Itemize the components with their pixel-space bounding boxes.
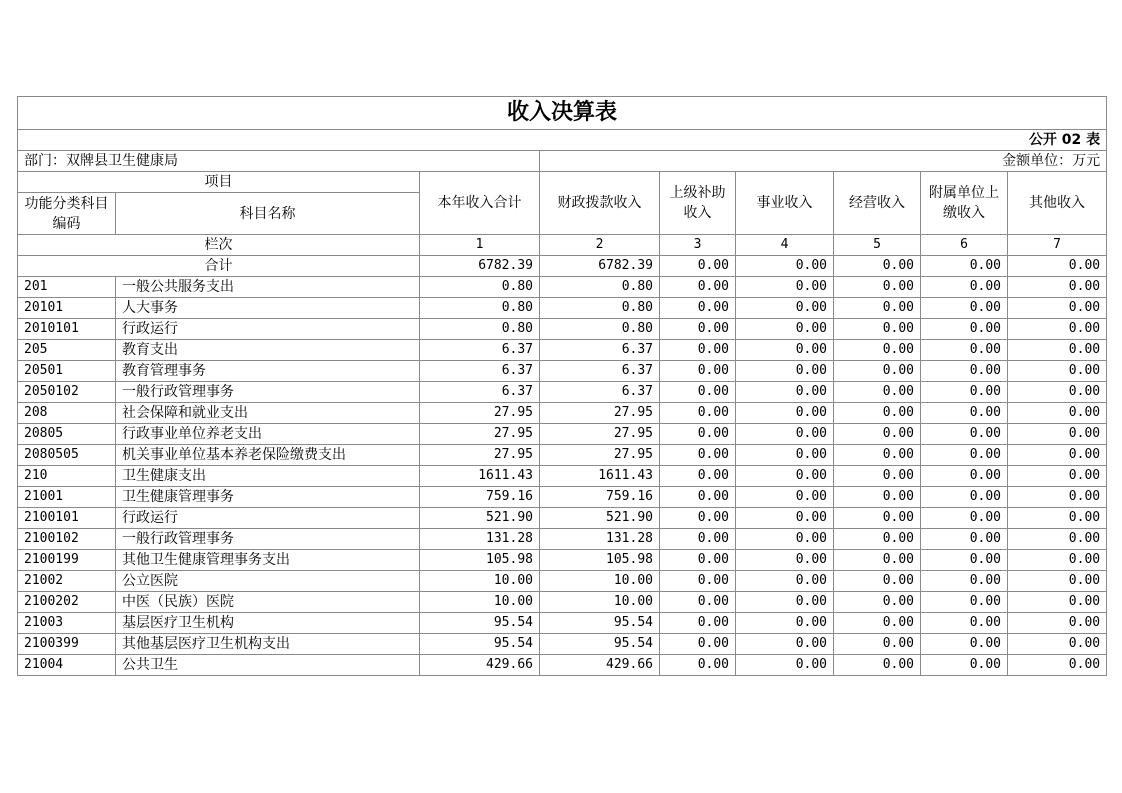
subject-name: 卫生健康支出	[116, 466, 420, 487]
amount-cell: 0.00	[1008, 508, 1107, 529]
amount-cell: 0.00	[1008, 655, 1107, 676]
amount-cell: 27.95	[420, 403, 540, 424]
amount-cell: 105.98	[420, 550, 540, 571]
amount-cell: 0.00	[834, 529, 921, 550]
amount-cell: 27.95	[420, 424, 540, 445]
amount-cell: 0.00	[660, 529, 736, 550]
subject-code: 2100199	[18, 550, 116, 571]
amount-cell: 0.00	[660, 277, 736, 298]
column-number: 5	[834, 235, 921, 256]
amount-cell: 0.00	[921, 592, 1008, 613]
amount-cell: 95.54	[420, 613, 540, 634]
amount-cell: 0.00	[834, 592, 921, 613]
amount-cell: 429.66	[420, 655, 540, 676]
amount-cell: 0.00	[1008, 403, 1107, 424]
total-value: 0.00	[736, 256, 834, 277]
amount-cell: 0.00	[736, 403, 834, 424]
amount-cell: 95.54	[420, 634, 540, 655]
amount-cell: 0.00	[921, 382, 1008, 403]
form-no-row	[18, 130, 1107, 151]
subject-code: 2010101	[18, 319, 116, 340]
amount-cell: 0.00	[834, 550, 921, 571]
amount-cell: 0.00	[921, 550, 1008, 571]
column-number-label: 栏次	[18, 235, 420, 256]
header-col-1: 本年收入合计	[420, 172, 540, 235]
amount-cell: 0.00	[834, 613, 921, 634]
amount-cell: 131.28	[420, 529, 540, 550]
amount-cell: 0.00	[1008, 382, 1107, 403]
amount-cell: 6.37	[420, 340, 540, 361]
amount-cell: 0.00	[834, 361, 921, 382]
subject-code: 208	[18, 403, 116, 424]
table-row	[18, 340, 1107, 361]
total-value: 0.00	[660, 256, 736, 277]
amount-cell: 0.00	[660, 340, 736, 361]
amount-cell: 0.00	[1008, 550, 1107, 571]
amount-cell: 429.66	[540, 655, 660, 676]
column-number: 1	[420, 235, 540, 256]
amount-cell: 0.80	[420, 298, 540, 319]
subject-name: 公共卫生	[116, 655, 420, 676]
subject-code: 2100101	[18, 508, 116, 529]
amount-cell: 0.00	[660, 508, 736, 529]
amount-cell: 1611.43	[420, 466, 540, 487]
subject-name: 其他卫生健康管理事务支出	[116, 550, 420, 571]
amount-cell: 0.00	[660, 424, 736, 445]
amount-cell: 0.00	[834, 655, 921, 676]
subject-code: 21004	[18, 655, 116, 676]
subject-name: 一般行政管理事务	[116, 382, 420, 403]
amount-cell: 0.00	[660, 487, 736, 508]
amount-cell: 0.80	[420, 319, 540, 340]
amount-cell: 0.00	[921, 319, 1008, 340]
table-title: 收入决算表	[18, 97, 1107, 130]
amount-cell: 0.00	[660, 571, 736, 592]
amount-cell: 0.00	[736, 445, 834, 466]
amount-cell: 0.00	[736, 340, 834, 361]
subject-name: 教育管理事务	[116, 361, 420, 382]
amount-cell: 759.16	[540, 487, 660, 508]
column-number: 4	[736, 235, 834, 256]
amount-cell: 27.95	[420, 445, 540, 466]
amount-cell: 0.00	[921, 361, 1008, 382]
amount-cell: 0.00	[1008, 340, 1107, 361]
column-number: 2	[540, 235, 660, 256]
amount-cell: 0.00	[736, 634, 834, 655]
amount-cell: 0.80	[420, 277, 540, 298]
total-value: 0.00	[921, 256, 1008, 277]
table-row	[18, 571, 1107, 592]
amount-cell: 0.00	[1008, 445, 1107, 466]
amount-cell: 0.00	[736, 613, 834, 634]
amount-cell: 0.00	[921, 634, 1008, 655]
amount-cell: 95.54	[540, 613, 660, 634]
table-row	[18, 445, 1107, 466]
subject-code: 2100202	[18, 592, 116, 613]
amount-cell: 0.00	[736, 298, 834, 319]
total-label: 合计	[18, 256, 420, 277]
amount-cell: 0.00	[1008, 529, 1107, 550]
amount-cell: 0.00	[921, 277, 1008, 298]
amount-cell: 0.00	[921, 487, 1008, 508]
subject-name: 其他基层医疗卫生机构支出	[116, 634, 420, 655]
amount-cell: 759.16	[420, 487, 540, 508]
total-value: 0.00	[834, 256, 921, 277]
amount-cell: 6.37	[540, 382, 660, 403]
amount-cell: 1611.43	[540, 466, 660, 487]
amount-cell: 0.00	[1008, 424, 1107, 445]
amount-cell: 0.00	[736, 655, 834, 676]
subject-code: 210	[18, 466, 116, 487]
amount-cell: 0.00	[921, 298, 1008, 319]
amount-cell: 0.00	[834, 466, 921, 487]
amount-cell: 0.00	[834, 403, 921, 424]
amount-cell: 0.00	[660, 466, 736, 487]
table-row	[18, 655, 1107, 676]
amount-cell: 0.00	[921, 613, 1008, 634]
amount-cell: 27.95	[540, 445, 660, 466]
meta-row	[18, 151, 1107, 172]
table-row	[18, 529, 1107, 550]
subject-name: 行政运行	[116, 319, 420, 340]
subject-code: 205	[18, 340, 116, 361]
amount-cell: 0.00	[660, 403, 736, 424]
subject-name: 一般公共服务支出	[116, 277, 420, 298]
header-col-6: 附属单位上缴收入	[921, 172, 1008, 235]
amount-cell: 0.00	[834, 508, 921, 529]
amount-cell: 0.00	[834, 298, 921, 319]
amount-cell: 10.00	[420, 592, 540, 613]
subject-name: 中医（民族）医院	[116, 592, 420, 613]
table-row	[18, 424, 1107, 445]
income-table	[17, 96, 1107, 676]
amount-cell: 0.00	[834, 487, 921, 508]
header-col-3: 上级补助收入	[660, 172, 736, 235]
amount-cell: 0.80	[540, 298, 660, 319]
title-row	[18, 97, 1107, 130]
header-code: 功能分类科目编码	[18, 193, 116, 235]
table-row	[18, 613, 1107, 634]
amount-cell: 0.00	[736, 277, 834, 298]
amount-cell: 0.00	[834, 571, 921, 592]
amount-cell: 131.28	[540, 529, 660, 550]
header-col-7: 其他收入	[1008, 172, 1107, 235]
amount-cell: 0.00	[834, 424, 921, 445]
amount-cell: 6.37	[540, 361, 660, 382]
amount-cell: 0.00	[660, 655, 736, 676]
table-row	[18, 403, 1107, 424]
subject-name: 行政运行	[116, 508, 420, 529]
amount-cell: 0.00	[921, 655, 1008, 676]
amount-cell: 0.00	[736, 571, 834, 592]
total-row	[18, 256, 1107, 277]
subject-name: 社会保障和就业支出	[116, 403, 420, 424]
amount-cell: 0.00	[736, 592, 834, 613]
table-row	[18, 277, 1107, 298]
table-row	[18, 466, 1107, 487]
amount-cell: 27.95	[540, 424, 660, 445]
amount-cell: 0.00	[660, 298, 736, 319]
amount-cell: 0.00	[834, 382, 921, 403]
amount-cell: 0.00	[834, 445, 921, 466]
amount-cell: 0.00	[736, 424, 834, 445]
subject-code: 201	[18, 277, 116, 298]
subject-code: 20501	[18, 361, 116, 382]
amount-cell: 6.37	[420, 361, 540, 382]
amount-cell: 0.00	[1008, 277, 1107, 298]
amount-cell: 0.00	[921, 445, 1008, 466]
amount-cell: 0.00	[736, 361, 834, 382]
amount-cell: 0.00	[660, 382, 736, 403]
table-row	[18, 361, 1107, 382]
table-row	[18, 550, 1107, 571]
amount-cell: 0.00	[834, 319, 921, 340]
amount-cell: 0.00	[834, 340, 921, 361]
amount-cell: 0.00	[834, 277, 921, 298]
subject-code: 21002	[18, 571, 116, 592]
amount-cell: 105.98	[540, 550, 660, 571]
subject-name: 基层医疗卫生机构	[116, 613, 420, 634]
amount-cell: 10.00	[420, 571, 540, 592]
header-row-1	[18, 172, 1107, 193]
subject-code: 2050102	[18, 382, 116, 403]
amount-cell: 0.00	[736, 382, 834, 403]
amount-cell: 0.00	[1008, 613, 1107, 634]
amount-cell: 0.00	[736, 550, 834, 571]
amount-cell: 0.00	[921, 508, 1008, 529]
amount-cell: 0.00	[921, 529, 1008, 550]
amount-cell: 0.00	[921, 424, 1008, 445]
column-number-row	[18, 235, 1107, 256]
amount-cell: 27.95	[540, 403, 660, 424]
subject-code: 21001	[18, 487, 116, 508]
subject-code: 21003	[18, 613, 116, 634]
table-row	[18, 508, 1107, 529]
amount-cell: 6.37	[540, 340, 660, 361]
subject-code: 20101	[18, 298, 116, 319]
unit-label: 金额单位：万元	[540, 151, 1107, 172]
amount-cell: 0.00	[736, 529, 834, 550]
amount-cell: 0.00	[834, 634, 921, 655]
table-row	[18, 382, 1107, 403]
amount-cell: 0.00	[1008, 361, 1107, 382]
table-row	[18, 592, 1107, 613]
form-number: 公开 02 表	[18, 130, 1107, 151]
amount-cell: 0.00	[660, 613, 736, 634]
amount-cell: 0.00	[1008, 634, 1107, 655]
amount-cell: 10.00	[540, 571, 660, 592]
amount-cell: 0.00	[921, 466, 1008, 487]
amount-cell: 521.90	[420, 508, 540, 529]
subject-name: 行政事业单位养老支出	[116, 424, 420, 445]
income-statement-sheet	[17, 96, 1106, 676]
amount-cell: 0.00	[736, 508, 834, 529]
amount-cell: 521.90	[540, 508, 660, 529]
amount-cell: 0.00	[1008, 487, 1107, 508]
subject-name: 机关事业单位基本养老保险缴费支出	[116, 445, 420, 466]
header-col-4: 事业收入	[736, 172, 834, 235]
table-row	[18, 634, 1107, 655]
amount-cell: 0.00	[660, 319, 736, 340]
amount-cell: 0.00	[1008, 571, 1107, 592]
total-value: 0.00	[1008, 256, 1107, 277]
amount-cell: 0.00	[921, 340, 1008, 361]
amount-cell: 0.00	[921, 403, 1008, 424]
header-name: 科目名称	[116, 193, 420, 235]
amount-cell: 0.00	[1008, 466, 1107, 487]
table-row	[18, 319, 1107, 340]
subject-name: 人大事务	[116, 298, 420, 319]
subject-name: 公立医院	[116, 571, 420, 592]
subject-code: 2100399	[18, 634, 116, 655]
amount-cell: 0.00	[660, 445, 736, 466]
subject-name: 一般行政管理事务	[116, 529, 420, 550]
amount-cell: 10.00	[540, 592, 660, 613]
amount-cell: 0.00	[660, 361, 736, 382]
column-number: 3	[660, 235, 736, 256]
amount-cell: 95.54	[540, 634, 660, 655]
table-row	[18, 298, 1107, 319]
total-value: 6782.39	[420, 256, 540, 277]
amount-cell: 0.00	[1008, 298, 1107, 319]
total-value: 6782.39	[540, 256, 660, 277]
header-item: 项目	[18, 172, 420, 193]
header-col-5: 经营收入	[834, 172, 921, 235]
amount-cell: 0.00	[736, 466, 834, 487]
amount-cell: 0.00	[1008, 592, 1107, 613]
amount-cell: 0.80	[540, 277, 660, 298]
table-row	[18, 487, 1107, 508]
amount-cell: 0.00	[736, 319, 834, 340]
amount-cell: 0.00	[660, 592, 736, 613]
department-label: 部门：双牌县卫生健康局	[18, 151, 540, 172]
amount-cell: 6.37	[420, 382, 540, 403]
subject-code: 20805	[18, 424, 116, 445]
subject-code: 2080505	[18, 445, 116, 466]
amount-cell: 0.00	[1008, 319, 1107, 340]
amount-cell: 0.00	[660, 550, 736, 571]
amount-cell: 0.80	[540, 319, 660, 340]
column-number: 7	[1008, 235, 1107, 256]
subject-code: 2100102	[18, 529, 116, 550]
subject-name: 教育支出	[116, 340, 420, 361]
column-number: 6	[921, 235, 1008, 256]
subject-name: 卫生健康管理事务	[116, 487, 420, 508]
amount-cell: 0.00	[921, 571, 1008, 592]
amount-cell: 0.00	[660, 634, 736, 655]
header-col-2: 财政拨款收入	[540, 172, 660, 235]
amount-cell: 0.00	[736, 487, 834, 508]
